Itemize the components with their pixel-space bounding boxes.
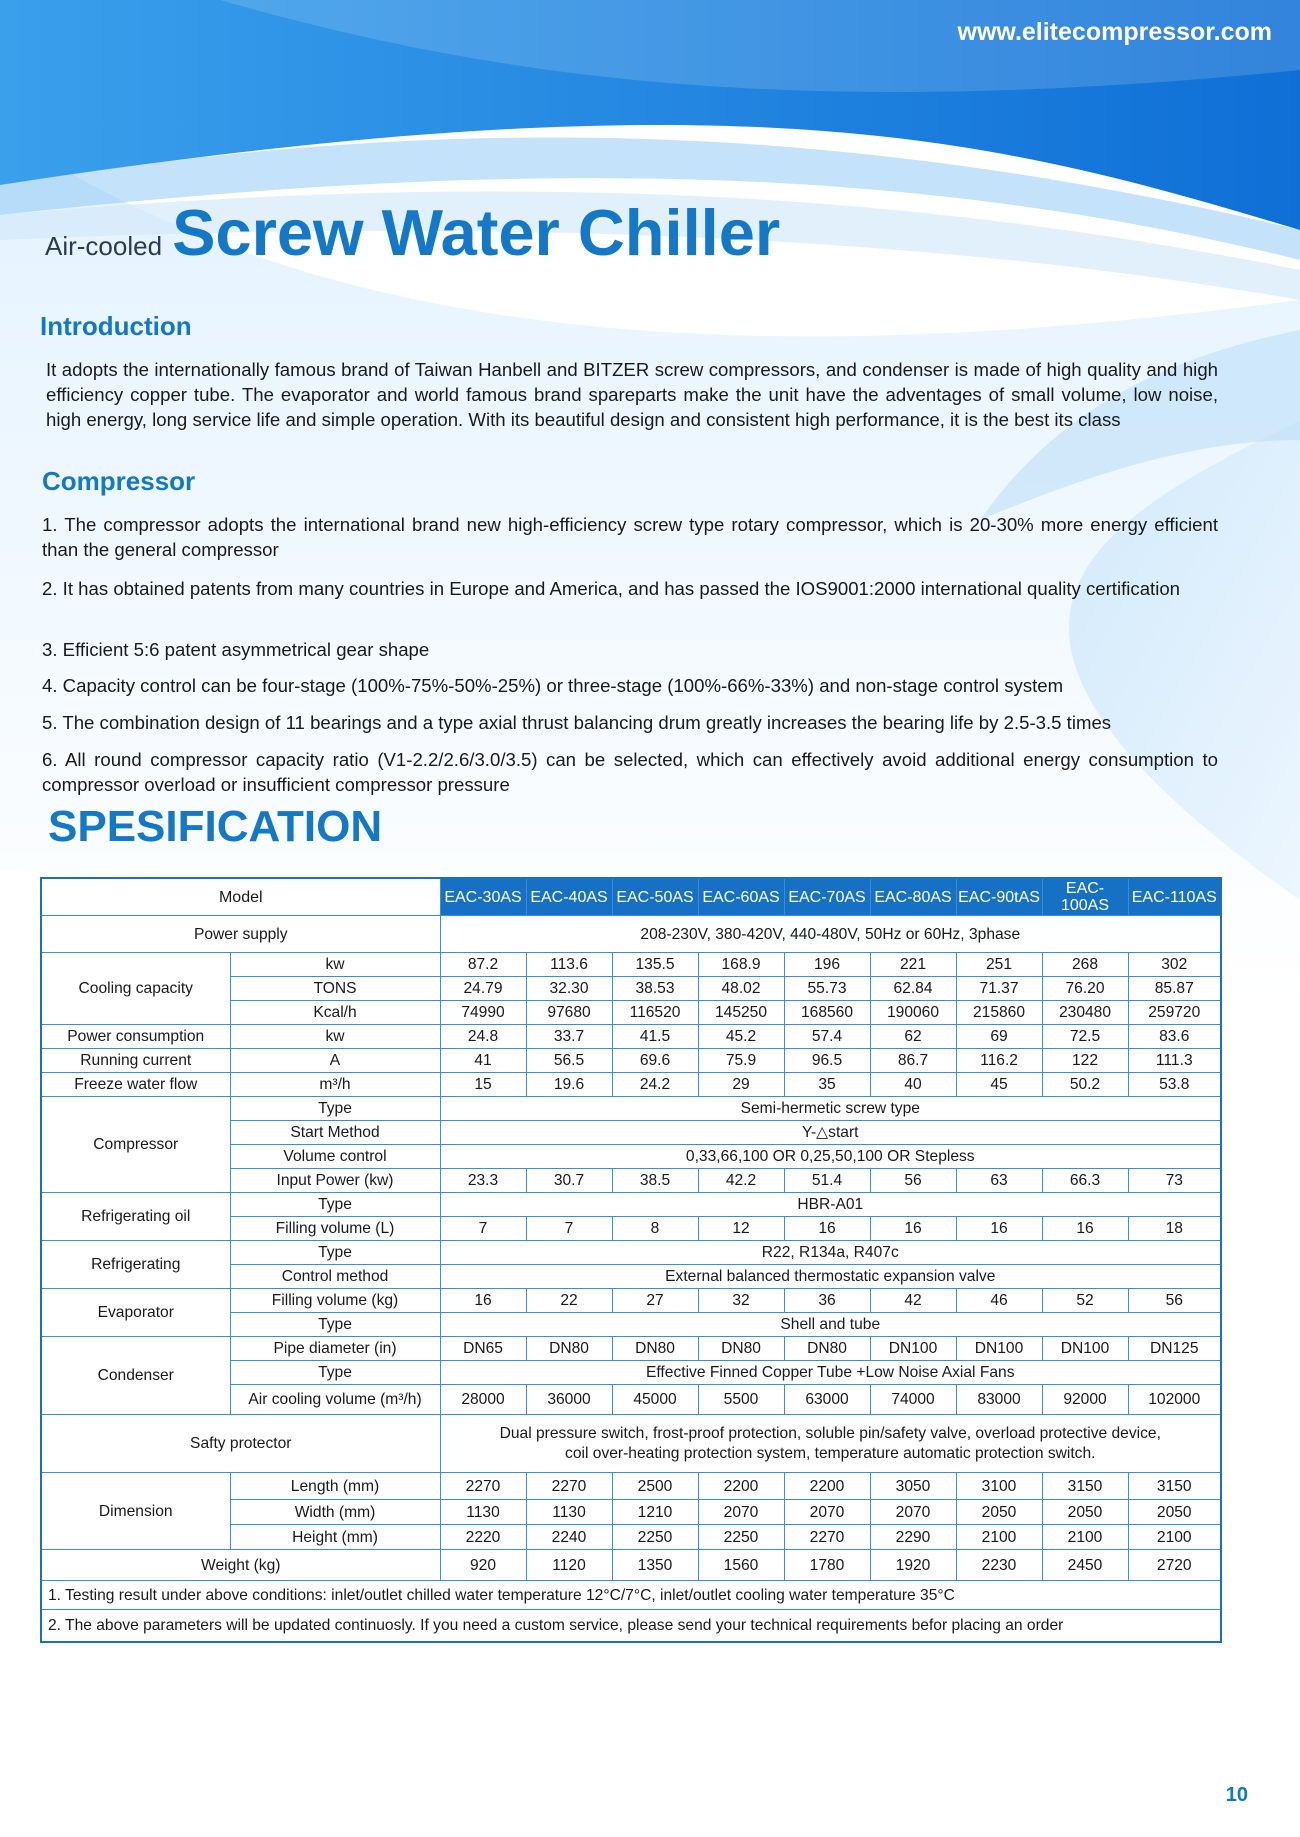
group-label: Refrigerating oil bbox=[41, 1193, 230, 1241]
table-row bbox=[41, 953, 1221, 977]
value-cell: 2050 bbox=[1128, 1500, 1221, 1525]
table-row bbox=[41, 1473, 1221, 1500]
value-cell: 1560 bbox=[698, 1550, 784, 1581]
introduction-text: It adopts the internationally famous brand of Taiwan Hanbell and BITZER screw compressors, and condenser is made of high quality and high efficiency copper tube. The evaporator and world famous brand spareparts make the unit have the adventages of small volume, low noise, high energy, long service life and simple operation. With its beautiful design and consistent high performance, it is the best its class bbox=[46, 359, 1218, 430]
value-cell: 92000 bbox=[1042, 1385, 1128, 1415]
value-cell: 168560 bbox=[784, 1001, 870, 1025]
sub-label: Type bbox=[230, 1313, 440, 1337]
compressor-item: 4. Capacity control can be four-stage (100%-75%-50%-25%) or three-stage (100%-66%-33%) and non-stage control system bbox=[42, 675, 1064, 696]
compressor-item: 5. The combination design of 11 bearings and a type axial thrust balancing drum greatly increases the bearing life by 2.5-3.5 times bbox=[42, 712, 1112, 733]
title-prefix: Air-cooled bbox=[45, 231, 163, 261]
table-row bbox=[41, 1415, 1221, 1473]
value-cell: 63000 bbox=[784, 1385, 870, 1415]
value-cell: 46 bbox=[956, 1289, 1042, 1313]
value-cell: 69.6 bbox=[612, 1049, 698, 1073]
sub-label: Filling volume (L) bbox=[230, 1217, 440, 1241]
group-label: Refrigerating bbox=[41, 1241, 230, 1289]
value-cell: 2230 bbox=[956, 1550, 1042, 1581]
value-cell: 87.2 bbox=[440, 953, 526, 977]
value-cell: DN100 bbox=[870, 1337, 956, 1361]
table-row bbox=[41, 1025, 1221, 1049]
value-cell: DN80 bbox=[784, 1337, 870, 1361]
table-row bbox=[41, 1097, 1221, 1121]
model-header: EAC-110AS bbox=[1128, 878, 1221, 916]
value-cell: 2050 bbox=[1042, 1500, 1128, 1525]
value-cell: 116.2 bbox=[956, 1049, 1042, 1073]
value-cell: 73 bbox=[1128, 1169, 1221, 1193]
page-title bbox=[45, 195, 780, 270]
value-cell: 920 bbox=[440, 1550, 526, 1581]
model-label: Model bbox=[41, 878, 440, 916]
value-cell: 32 bbox=[698, 1289, 784, 1313]
sub-label: Input Power (kw) bbox=[230, 1169, 440, 1193]
row-label: Power consumption bbox=[41, 1025, 230, 1049]
sub-label: Type bbox=[230, 1097, 440, 1121]
value-cell: Y-△start bbox=[440, 1121, 1221, 1145]
value-cell: 76.20 bbox=[1042, 977, 1128, 1001]
sub-label: Length (mm) bbox=[230, 1473, 440, 1500]
value-cell: 16 bbox=[784, 1217, 870, 1241]
model-header: EAC-40AS bbox=[526, 878, 612, 916]
value-cell: 2070 bbox=[698, 1500, 784, 1525]
sub-label: Air cooling volume (m³/h) bbox=[230, 1385, 440, 1415]
value-cell: 215860 bbox=[956, 1001, 1042, 1025]
value-cell: 2250 bbox=[612, 1525, 698, 1550]
value-cell: 16 bbox=[870, 1217, 956, 1241]
value-cell: 56 bbox=[870, 1169, 956, 1193]
row-label: Power supply bbox=[41, 916, 440, 953]
value-cell: 2270 bbox=[440, 1473, 526, 1500]
table-row bbox=[41, 916, 1221, 953]
value-cell: 96.5 bbox=[784, 1049, 870, 1073]
group-label: Evaporator bbox=[41, 1289, 230, 1337]
value-cell: DN100 bbox=[956, 1337, 1042, 1361]
value-cell: 1210 bbox=[612, 1500, 698, 1525]
value-cell: 74990 bbox=[440, 1001, 526, 1025]
value-cell: 2220 bbox=[440, 1525, 526, 1550]
value-cell: 268 bbox=[1042, 953, 1128, 977]
value-cell: 3050 bbox=[870, 1473, 956, 1500]
value-cell: 145250 bbox=[698, 1001, 784, 1025]
safety-cell bbox=[440, 1415, 1221, 1473]
value-cell: 23.3 bbox=[440, 1169, 526, 1193]
value-cell: 7 bbox=[526, 1217, 612, 1241]
value-cell: 2100 bbox=[956, 1525, 1042, 1550]
value-cell: 259720 bbox=[1128, 1001, 1221, 1025]
value-cell: 74000 bbox=[870, 1385, 956, 1415]
sub-label: Type bbox=[230, 1193, 440, 1217]
safety-line: coil over-heating protection system, temperature automatic protection switch. bbox=[565, 1445, 1096, 1462]
value-cell: 41.5 bbox=[612, 1025, 698, 1049]
value-cell: 302 bbox=[1128, 953, 1221, 977]
compressor-item: 3. Efficient 5:6 patent asymmetrical gear shape bbox=[42, 639, 430, 660]
value-cell: 1350 bbox=[612, 1550, 698, 1581]
value-cell: 122 bbox=[1042, 1049, 1128, 1073]
value-cell: 42.2 bbox=[698, 1169, 784, 1193]
value-cell: 52 bbox=[1042, 1289, 1128, 1313]
value-cell: 208-230V, 380-420V, 440-480V, 50Hz or 60Hz, 3phase bbox=[440, 916, 1221, 953]
value-cell: DN100 bbox=[1042, 1337, 1128, 1361]
value-cell: 75.9 bbox=[698, 1049, 784, 1073]
value-cell: R22, R134a, R407c bbox=[440, 1241, 1221, 1265]
model-header: EAC-100AS bbox=[1042, 878, 1128, 916]
group-label: Condenser bbox=[41, 1337, 230, 1415]
table-row bbox=[41, 1193, 1221, 1217]
group-label: Compressor bbox=[41, 1097, 230, 1193]
value-cell: 196 bbox=[784, 953, 870, 977]
value-cell: 2200 bbox=[698, 1473, 784, 1500]
introduction-heading: Introduction bbox=[40, 311, 192, 341]
table-note: 2. The above parameters will be updated continuosly. If you need a custom service, please send your technical requirements befor placing an order bbox=[41, 1610, 1221, 1642]
compressor-item: 1. The compressor adopts the international brand new high-efficiency screw type rotary compressor, which is 20-30% more energy efficient than the general compressor bbox=[42, 514, 1218, 560]
value-cell: 2450 bbox=[1042, 1550, 1128, 1581]
sub-label: Filling volume (kg) bbox=[230, 1289, 440, 1313]
value-cell: 63 bbox=[956, 1169, 1042, 1193]
value-cell: 1920 bbox=[870, 1550, 956, 1581]
value-cell: 35 bbox=[784, 1073, 870, 1097]
value-cell: 28000 bbox=[440, 1385, 526, 1415]
value-cell: 16 bbox=[440, 1289, 526, 1313]
value-cell: 56.5 bbox=[526, 1049, 612, 1073]
sub-label: Type bbox=[230, 1361, 440, 1385]
value-cell: 113.6 bbox=[526, 953, 612, 977]
value-cell: 32.30 bbox=[526, 977, 612, 1001]
value-cell: DN80 bbox=[698, 1337, 784, 1361]
sub-label: Pipe diameter (in) bbox=[230, 1337, 440, 1361]
sub-label: Start Method bbox=[230, 1121, 440, 1145]
table-note: 1. Testing result under above conditions: inlet/outlet chilled water temperature 12°C/7°C, inlet/outlet cooling water temperature 35°C bbox=[41, 1581, 1221, 1610]
value-cell: 45000 bbox=[612, 1385, 698, 1415]
value-cell: 2250 bbox=[698, 1525, 784, 1550]
value-cell: DN80 bbox=[526, 1337, 612, 1361]
value-cell: 111.3 bbox=[1128, 1049, 1221, 1073]
value-cell: 18 bbox=[1128, 1217, 1221, 1241]
value-cell: 8 bbox=[612, 1217, 698, 1241]
value-cell: 3100 bbox=[956, 1473, 1042, 1500]
value-cell: 1130 bbox=[526, 1500, 612, 1525]
table-row bbox=[41, 1610, 1221, 1642]
group-label: Cooling capacity bbox=[41, 953, 230, 1025]
value-cell: 24.2 bbox=[612, 1073, 698, 1097]
value-cell: HBR-A01 bbox=[440, 1193, 1221, 1217]
row-label: Freeze water flow bbox=[41, 1073, 230, 1097]
value-cell: 2500 bbox=[612, 1473, 698, 1500]
value-cell: 2070 bbox=[784, 1500, 870, 1525]
value-cell: 2270 bbox=[526, 1473, 612, 1500]
value-cell: 85.87 bbox=[1128, 977, 1221, 1001]
value-cell: 135.5 bbox=[612, 953, 698, 977]
row-label: Running current bbox=[41, 1049, 230, 1073]
unit-cell: kw bbox=[230, 1025, 440, 1049]
value-cell: 62.84 bbox=[870, 977, 956, 1001]
compressor-heading: Compressor bbox=[42, 466, 196, 496]
value-cell: 15 bbox=[440, 1073, 526, 1097]
value-cell: 12 bbox=[698, 1217, 784, 1241]
compressor-item: 2. It has obtained patents from many countries in Europe and America, and has passed the IOS9001:2000 international quality certification bbox=[42, 578, 1181, 599]
value-cell: 97680 bbox=[526, 1001, 612, 1025]
model-header: EAC-60AS bbox=[698, 878, 784, 916]
value-cell: 16 bbox=[1042, 1217, 1128, 1241]
value-cell: 2200 bbox=[784, 1473, 870, 1500]
value-cell: 27 bbox=[612, 1289, 698, 1313]
value-cell: 24.8 bbox=[440, 1025, 526, 1049]
value-cell: 251 bbox=[956, 953, 1042, 977]
value-cell: 48.02 bbox=[698, 977, 784, 1001]
value-cell: Shell and tube bbox=[440, 1313, 1221, 1337]
value-cell: 3150 bbox=[1042, 1473, 1128, 1500]
value-cell: 36 bbox=[784, 1289, 870, 1313]
model-header: EAC-50AS bbox=[612, 878, 698, 916]
value-cell: 66.3 bbox=[1042, 1169, 1128, 1193]
title-main: Screw Water Chiller bbox=[172, 196, 781, 269]
value-cell: 2720 bbox=[1128, 1550, 1221, 1581]
value-cell: 2070 bbox=[870, 1500, 956, 1525]
unit-cell: kw bbox=[230, 953, 440, 977]
group-label: Dimension bbox=[41, 1473, 230, 1550]
value-cell: 19.6 bbox=[526, 1073, 612, 1097]
table-row bbox=[41, 1337, 1221, 1361]
table-row bbox=[41, 1550, 1221, 1581]
value-cell: 2100 bbox=[1128, 1525, 1221, 1550]
value-cell: 0,33,66,100 OR 0,25,50,100 OR Stepless bbox=[440, 1145, 1221, 1169]
value-cell: Semi-hermetic screw type bbox=[440, 1097, 1221, 1121]
row-label: Safty protector bbox=[41, 1415, 440, 1473]
value-cell: 62 bbox=[870, 1025, 956, 1049]
value-cell: 24.79 bbox=[440, 977, 526, 1001]
value-cell: 53.8 bbox=[1128, 1073, 1221, 1097]
value-cell: 116520 bbox=[612, 1001, 698, 1025]
table-row bbox=[41, 1241, 1221, 1265]
value-cell: 55.73 bbox=[784, 977, 870, 1001]
unit-cell: TONS bbox=[230, 977, 440, 1001]
value-cell: 16 bbox=[956, 1217, 1042, 1241]
value-cell: 83.6 bbox=[1128, 1025, 1221, 1049]
value-cell: 2290 bbox=[870, 1525, 956, 1550]
value-cell: DN125 bbox=[1128, 1337, 1221, 1361]
unit-cell: m³/h bbox=[230, 1073, 440, 1097]
value-cell: 86.7 bbox=[870, 1049, 956, 1073]
value-cell: 40 bbox=[870, 1073, 956, 1097]
specification-table bbox=[40, 877, 1222, 1643]
value-cell: 3150 bbox=[1128, 1473, 1221, 1500]
value-cell: 56 bbox=[1128, 1289, 1221, 1313]
value-cell: 57.4 bbox=[784, 1025, 870, 1049]
model-header: EAC-90tAS bbox=[956, 878, 1042, 916]
model-header: EAC-80AS bbox=[870, 878, 956, 916]
value-cell: 72.5 bbox=[1042, 1025, 1128, 1049]
value-cell: 230480 bbox=[1042, 1001, 1128, 1025]
value-cell: 1120 bbox=[526, 1550, 612, 1581]
value-cell: 168.9 bbox=[698, 953, 784, 977]
value-cell: 36000 bbox=[526, 1385, 612, 1415]
table-row bbox=[41, 1073, 1221, 1097]
value-cell: 1780 bbox=[784, 1550, 870, 1581]
table-row bbox=[41, 1289, 1221, 1313]
value-cell: DN80 bbox=[612, 1337, 698, 1361]
value-cell: 7 bbox=[440, 1217, 526, 1241]
table-row bbox=[41, 1049, 1221, 1073]
value-cell: 190060 bbox=[870, 1001, 956, 1025]
value-cell: 83000 bbox=[956, 1385, 1042, 1415]
value-cell: 29 bbox=[698, 1073, 784, 1097]
page-number: 10 bbox=[1225, 1784, 1248, 1806]
sub-label: Control method bbox=[230, 1265, 440, 1289]
value-cell: DN65 bbox=[440, 1337, 526, 1361]
model-header: EAC-70AS bbox=[784, 878, 870, 916]
value-cell: 38.5 bbox=[612, 1169, 698, 1193]
specification-heading: SPESIFICATION bbox=[48, 802, 383, 851]
value-cell: 45.2 bbox=[698, 1025, 784, 1049]
value-cell: 1130 bbox=[440, 1500, 526, 1525]
value-cell: External balanced thermostatic expansion valve bbox=[440, 1265, 1221, 1289]
value-cell: 102000 bbox=[1128, 1385, 1221, 1415]
sub-label: Width (mm) bbox=[230, 1500, 440, 1525]
value-cell: 2100 bbox=[1042, 1525, 1128, 1550]
sub-label: Height (mm) bbox=[230, 1525, 440, 1550]
table-row bbox=[41, 878, 1221, 916]
value-cell: 2270 bbox=[784, 1525, 870, 1550]
value-cell: 51.4 bbox=[784, 1169, 870, 1193]
value-cell: 50.2 bbox=[1042, 1073, 1128, 1097]
value-cell: 22 bbox=[526, 1289, 612, 1313]
website-url: www.elitecompressor.com bbox=[957, 18, 1272, 46]
value-cell: 45 bbox=[956, 1073, 1042, 1097]
value-cell: 41 bbox=[440, 1049, 526, 1073]
value-cell: 2050 bbox=[956, 1500, 1042, 1525]
value-cell: 30.7 bbox=[526, 1169, 612, 1193]
value-cell: 38.53 bbox=[612, 977, 698, 1001]
value-cell: 33.7 bbox=[526, 1025, 612, 1049]
safety-line: Dual pressure switch, frost-proof protection, soluble pin/safety valve, overload protective device, bbox=[499, 1425, 1161, 1442]
value-cell: 221 bbox=[870, 953, 956, 977]
model-header: EAC-30AS bbox=[440, 878, 526, 916]
sub-label: Type bbox=[230, 1241, 440, 1265]
row-label: Weight (kg) bbox=[41, 1550, 440, 1581]
value-cell: 69 bbox=[956, 1025, 1042, 1049]
value-cell: 5500 bbox=[698, 1385, 784, 1415]
value-cell: 42 bbox=[870, 1289, 956, 1313]
sub-label: Volume control bbox=[230, 1145, 440, 1169]
value-cell: 71.37 bbox=[956, 977, 1042, 1001]
value-cell: 2240 bbox=[526, 1525, 612, 1550]
unit-cell: Kcal/h bbox=[230, 1001, 440, 1025]
table-row bbox=[41, 1581, 1221, 1610]
unit-cell: A bbox=[230, 1049, 440, 1073]
value-cell: Effective Finned Copper Tube +Low Noise Axial Fans bbox=[440, 1361, 1221, 1385]
compressor-item: 6. All round compressor capacity ratio (V1-2.2/2.6/3.0/3.5) can be selected, which can effectively avoid additional energy consumption to compressor overload or insufficient compressor pressure bbox=[42, 749, 1218, 795]
